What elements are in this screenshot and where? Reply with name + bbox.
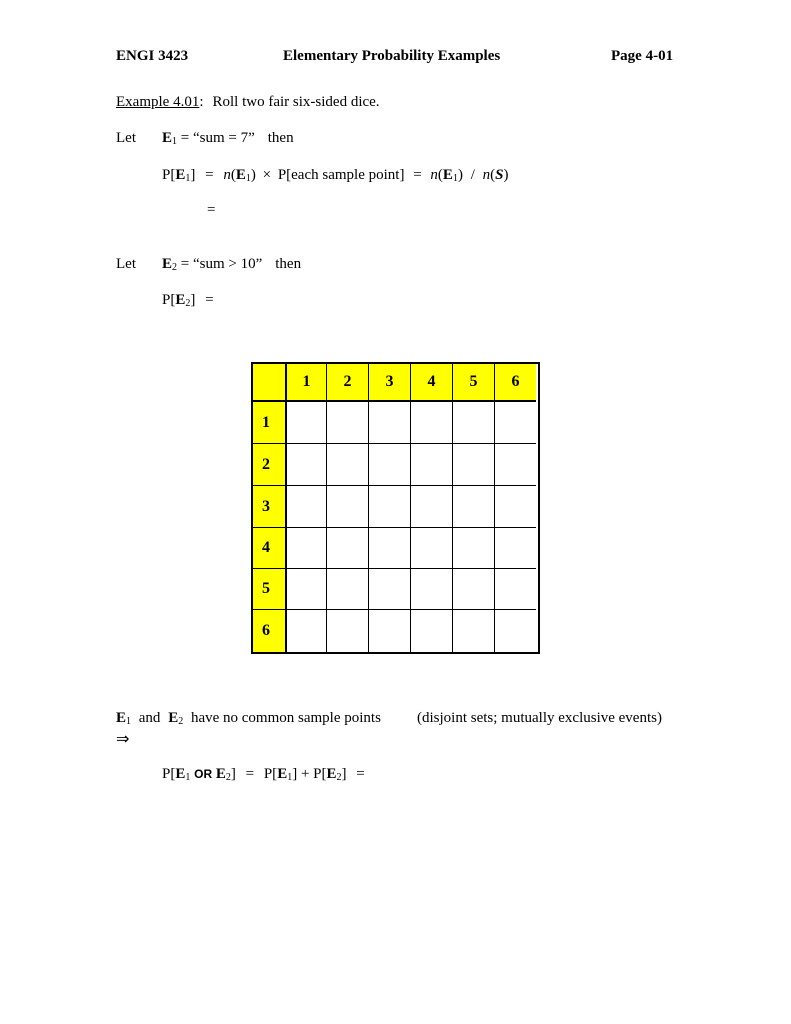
grid-cell (287, 486, 327, 528)
column-header: 6 (495, 364, 536, 402)
example-colon: : (199, 94, 204, 110)
p-close: ] (230, 766, 236, 782)
e1-event: E (277, 766, 288, 782)
equals: = (413, 167, 422, 183)
p-open: P[ (313, 766, 327, 782)
grid-cell (495, 528, 536, 569)
equals: = (245, 766, 255, 782)
row-header: 3 (253, 486, 287, 528)
or-operator: OR (194, 767, 213, 781)
column-header: 5 (453, 364, 495, 402)
grid-cell (369, 486, 411, 528)
e1-event: E (116, 710, 127, 726)
e2-def-text: = “sum > 10” (177, 256, 263, 272)
dice-outcome-grid (251, 362, 540, 654)
grid-cell (327, 610, 369, 652)
column-header: 1 (287, 364, 327, 402)
slash: / (470, 167, 475, 183)
paren: ) (457, 167, 463, 183)
e1-sub: 1 (172, 136, 178, 147)
grid-cell (411, 444, 453, 486)
e1-sub: 1 (287, 772, 293, 783)
n-event: E (442, 167, 453, 183)
conclusion-paren: (disjoint sets; mutually exclusive events) (417, 710, 662, 726)
grid-cell (495, 486, 536, 528)
grid-cell (369, 610, 411, 652)
grid-cell (287, 610, 327, 652)
example-label: Example 4.01 (116, 94, 200, 110)
grid-cell (327, 528, 369, 569)
course-code: ENGI 3423 (116, 48, 189, 64)
p-close: ] (292, 766, 298, 782)
column-header: 4 (411, 364, 453, 402)
n-func: n (223, 167, 231, 183)
row-header: 1 (253, 402, 287, 444)
page-number: Page 4-01 (611, 48, 674, 64)
row-header: 2 (253, 444, 287, 486)
and-word: and (138, 710, 161, 726)
conclusion-text: have no common sample points (190, 710, 381, 726)
row-header: 6 (253, 610, 287, 652)
p-event: E (175, 292, 186, 308)
grid-cell (287, 569, 327, 610)
grid-cell (453, 610, 495, 652)
grid-cell (327, 569, 369, 610)
e2-sub: 2 (336, 772, 342, 783)
grid-cell (369, 528, 411, 569)
column-header: 2 (327, 364, 369, 402)
equals: = (356, 766, 365, 782)
e2-let: Let (116, 256, 136, 272)
paren: ( (230, 167, 236, 183)
grid-cell (411, 528, 453, 569)
paren: ) (250, 167, 256, 183)
p-open: P[ (263, 766, 278, 782)
p-sub: 1 (185, 173, 191, 184)
grid-cell (327, 444, 369, 486)
conclusion-line (116, 709, 381, 727)
row-header: 5 (253, 569, 287, 610)
e2-definition (162, 255, 301, 273)
grid-cell (411, 486, 453, 528)
n-event: E (235, 167, 246, 183)
paren: ( (490, 167, 496, 183)
grid-cell (453, 528, 495, 569)
equals: = (205, 292, 214, 308)
page-title: Elementary Probability Examples (283, 48, 501, 64)
e2-sub: 2 (172, 262, 178, 273)
grid-cell (411, 610, 453, 652)
grid-cell (369, 444, 411, 486)
equals: = (205, 167, 214, 183)
p-open: P[ (162, 167, 176, 183)
grid-cell (411, 569, 453, 610)
e1-probability-formula (162, 166, 508, 184)
e1-event: E (162, 130, 173, 146)
grid-cell (453, 569, 495, 610)
e2-sub: 2 (178, 716, 184, 727)
e2-then: then (275, 256, 302, 272)
grid-cell (411, 402, 453, 444)
e2-event: E (168, 710, 179, 726)
e1-equals-blank: = (207, 202, 216, 218)
e1-sub: 1 (185, 772, 191, 783)
union-probability-formula (162, 765, 365, 783)
times-symbol: × (262, 167, 272, 183)
grid-cell (495, 402, 536, 444)
grid-cell (369, 402, 411, 444)
grid-cell (369, 569, 411, 610)
grid-cell (287, 444, 327, 486)
grid-cell (453, 402, 495, 444)
grid-cell (453, 444, 495, 486)
row-header: 4 (253, 528, 287, 569)
e2-event: E (326, 766, 337, 782)
grid-cell (287, 528, 327, 569)
grid-corner (253, 364, 287, 402)
e2-sub: 2 (225, 772, 231, 783)
e2-event: E (215, 766, 226, 782)
paren: ) (503, 167, 509, 183)
example-line (116, 93, 380, 111)
p-close: ] (341, 766, 347, 782)
p-close: ] (190, 167, 196, 183)
sample-space: S (495, 167, 504, 183)
e1-definition (162, 129, 294, 147)
grid-cell (287, 402, 327, 444)
n-func: n (430, 167, 438, 183)
p-close: ] (190, 292, 196, 308)
n-sub: 1 (245, 173, 251, 184)
grid-cell (495, 569, 536, 610)
each-sample-point: P[each sample point] (277, 167, 405, 183)
plus: + (300, 766, 310, 782)
grid-cell (327, 486, 369, 528)
e1-def-text: = “sum = 7” (177, 130, 255, 146)
n-sub: 1 (452, 173, 458, 184)
e1-let: Let (116, 130, 136, 146)
implies-symbol: ⇒ (116, 729, 130, 748)
paren: ( (437, 167, 443, 183)
example-text: Roll two fair six-sided dice. (212, 94, 380, 110)
grid-cell (495, 610, 536, 652)
p-sub: 2 (185, 298, 191, 309)
n-func: n (482, 167, 491, 183)
grid-cell (327, 402, 369, 444)
e2-probability-formula (162, 291, 214, 309)
grid-cell (453, 486, 495, 528)
e2-event: E (162, 256, 173, 272)
e1-sub: 1 (126, 716, 132, 727)
p-open: P[ (162, 292, 176, 308)
column-header: 3 (369, 364, 411, 402)
p-open: P[ (162, 766, 176, 782)
e1-event: E (175, 766, 186, 782)
p-event: E (175, 167, 186, 183)
grid-cell (495, 444, 536, 486)
e1-then: then (267, 130, 294, 146)
